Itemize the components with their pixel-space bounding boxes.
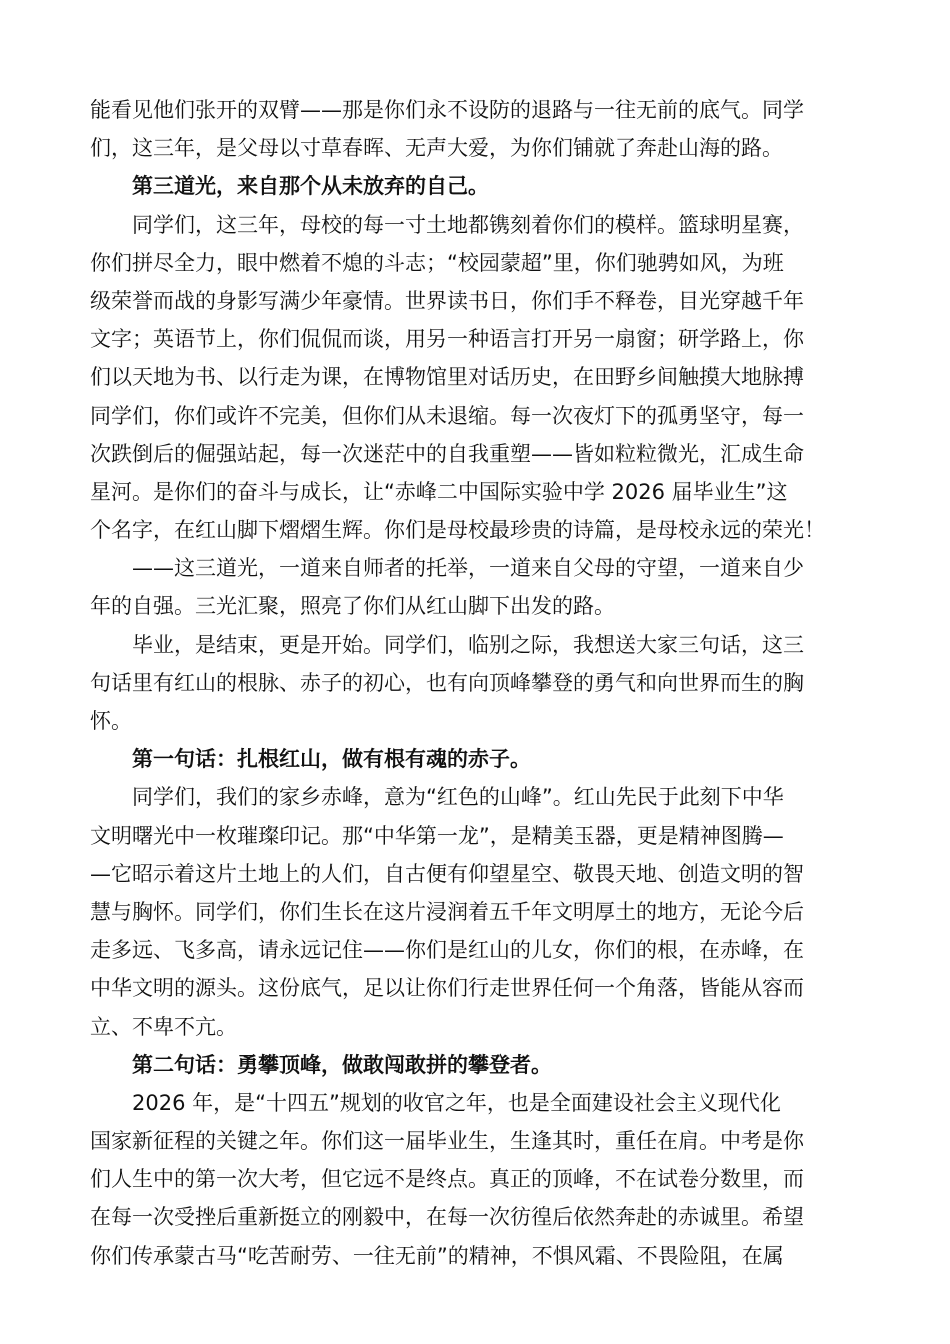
text-line: 能看见他们张开的双臂——那是你们永不设防的退路与一往无前的底气。同学 — [90, 98, 804, 122]
text-line: 们，这三年，是父母以寸草春晖、无声大爱，为你们铺就了奔赴山海的路。 — [90, 136, 783, 161]
text-line: 同学们，我们的家乡赤峰，意为“红色的山峰”。红山先民于此刻下中华 — [90, 785, 784, 810]
text-line: 们人生中的第一次大考，但它远不是终点。真正的顶峰，不在试卷分数里，而 — [90, 1167, 804, 1192]
text-line: 慧与胸怀。同学们，你们生长在这片浸润着五千年文明厚土的地方，无论今后 — [90, 899, 804, 924]
text-line: 年的自强。三光汇聚，照亮了你们从红山脚下出发的路。 — [90, 594, 615, 619]
section-heading-line: 第三道光，来自那个从未放弃的自己。 — [90, 174, 489, 199]
text-line: 个名字，在红山脚下熠熠生辉。你们是母校最珍贵的诗篇，是母校永远的荣光！ — [90, 518, 825, 543]
text-line: 文字；英语节上，你们侃侃而谈，用另一种语言打开另一扇窗；研学路上，你 — [90, 327, 804, 352]
text-line: 国家新征程的关键之年。你们这一届毕业生，生逢其时，重任在肩。中考是你 — [90, 1129, 804, 1154]
text-line: —它昭示着这片土地上的人们，自古便有仰望星空、敬畏天地、创造文明的智 — [90, 861, 804, 886]
text-line: 同学们，你们或许不完美，但你们从未退缩。每一次夜灯下的孤勇坚守，每一 — [90, 403, 804, 428]
section-heading-line: 第一句话：扎根红山，做有根有魂的赤子。 — [90, 747, 531, 772]
text-line: 级荣誉而战的身影写满少年豪情。世界读书日，你们手不释卷，目光穿越千年 — [90, 288, 804, 313]
text-line: ——这三道光，一道来自师者的托举，一道来自父母的守望，一道来自少 — [90, 556, 804, 581]
text-line: 毕业，是结束，更是开始。同学们，临别之际，我想送大家三句话，这三 — [90, 632, 804, 657]
section-heading-line: 第二句话：勇攀顶峰，做敢闯敢拼的攀登者。 — [90, 1052, 552, 1077]
text-line: 怀。 — [90, 709, 132, 733]
text-line: 你们传承蒙古马“吃苦耐劳、一往无前”的精神，不惧风霜、不畏险阻，在属 — [90, 1243, 784, 1268]
text-line: 走多远、飞多高，请永远记住——你们是红山的儿女，你们的根，在赤峰，在 — [90, 938, 804, 963]
text-line: 文明曙光中一枚璀璨印记。那“中华第一龙”，是精美玉器，更是精神图腾— — [90, 823, 784, 848]
text-line: 中华文明的源头。这份底气，足以让你们行走世界任何一个角落，皆能从容而 — [90, 976, 804, 1001]
text-line: 星河。是你们的奋斗与成长，让“赤峰二中国际实验中学 2026 届毕业生”这 — [90, 479, 788, 504]
text-line: 2026 年，是“十四五”规划的收官之年，也是全面建设社会主义现代化 — [90, 1090, 781, 1115]
text-line: 立、不卑不亢。 — [90, 1014, 237, 1039]
text-line: 你们拼尽全力，眼中燃着不熄的斗志；“校园蒙超”里，你们驰骋如风，为班 — [90, 250, 784, 275]
text-line: 在每一次受挫后重新挺立的刚毅中，在每一次彷徨后依然奔赴的赤诚里。希望 — [90, 1205, 804, 1230]
text-line: 们以天地为书、以行走为课，在博物馆里对话历史，在田野乡间触摸大地脉搏 — [90, 365, 804, 390]
text-line: 次跌倒后的倔强站起，每一次迷茫中的自我重塑——皆如粒粒微光，汇成生命 — [90, 441, 804, 466]
speech-text-body — [90, 91, 862, 1275]
text-line: 句话里有红山的根脉、赤子的初心，也有向顶峰攀登的勇气和向世界而生的胸 — [90, 670, 804, 695]
text-line: 同学们，这三年，母校的每一寸土地都镌刻着你们的模样。篮球明星赛， — [90, 212, 804, 237]
